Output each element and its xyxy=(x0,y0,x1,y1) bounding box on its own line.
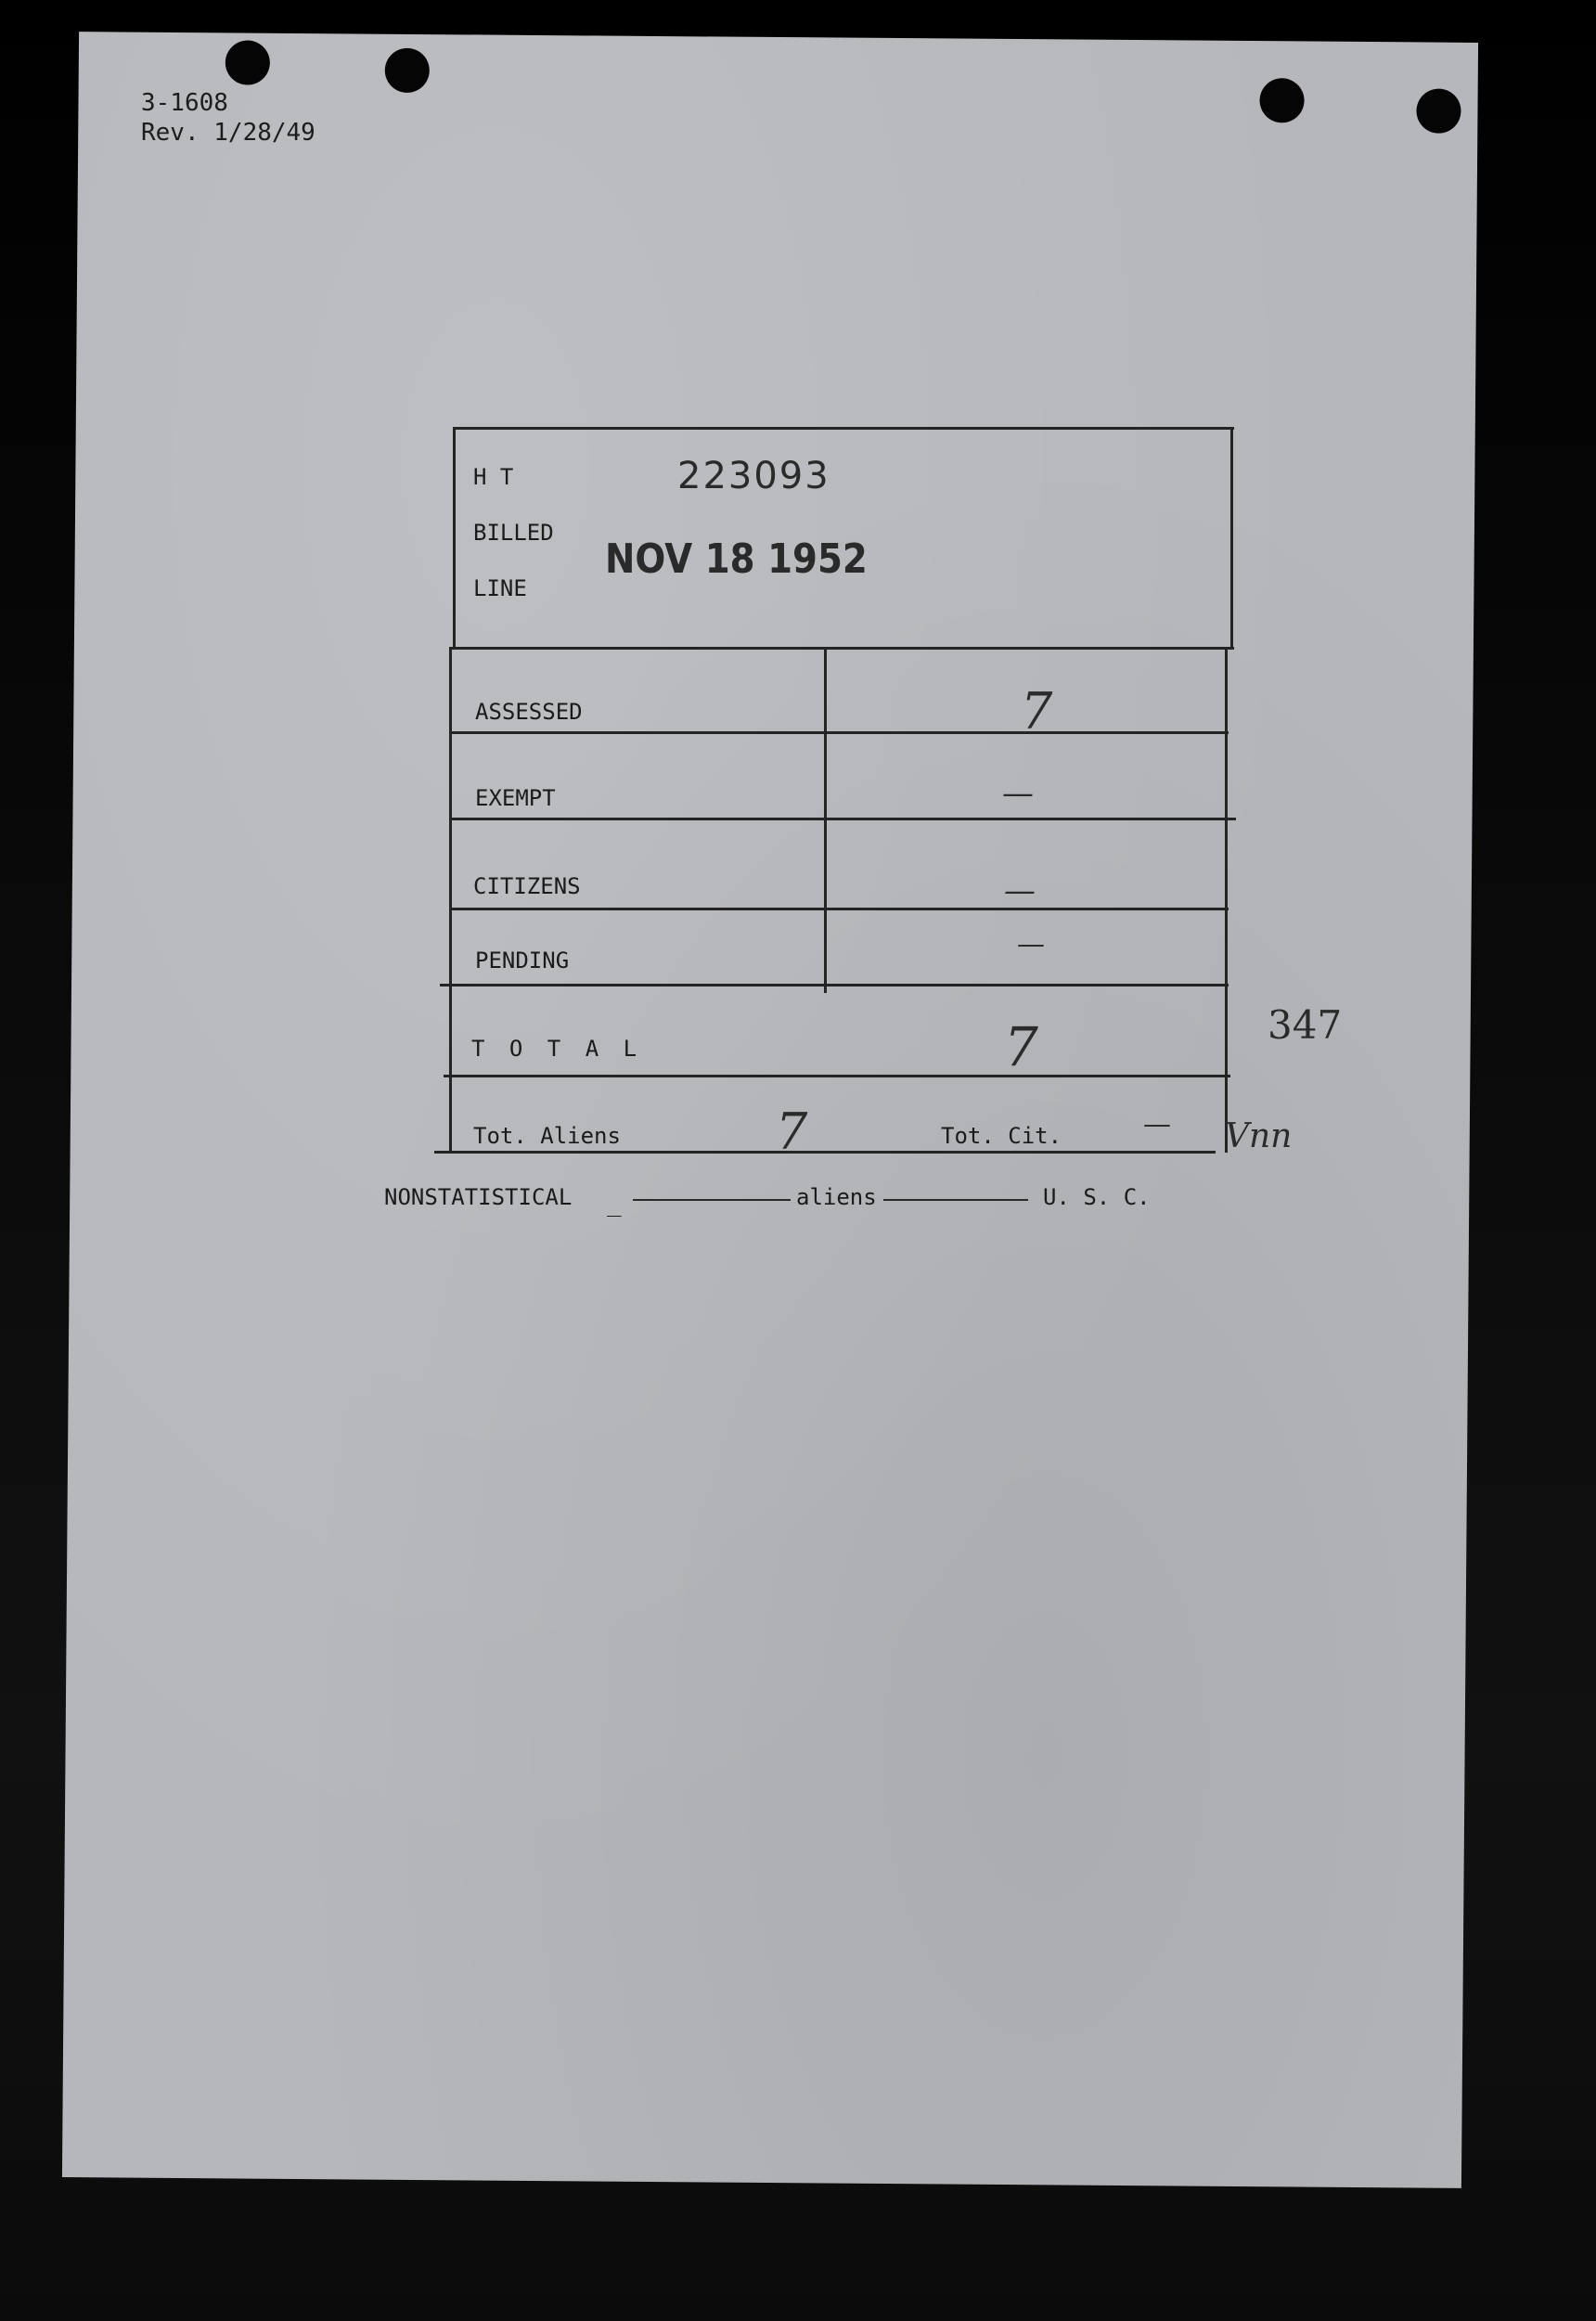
row-label-pending: PENDING xyxy=(475,948,570,974)
total-value: 7 xyxy=(1004,1015,1038,1078)
row-label-exempt: EXEMPT xyxy=(475,785,556,811)
aliens-footer-label: aliens xyxy=(796,1184,877,1210)
tot-cit-value: — xyxy=(1143,1108,1171,1141)
date-stamp: NOV 18 1952 xyxy=(605,535,868,583)
punch-hole xyxy=(225,40,270,84)
usc-blank-line xyxy=(883,1199,1028,1201)
row-value-citizens: — xyxy=(1004,872,1036,909)
form-revision: Rev. 1/28/49 xyxy=(141,119,315,147)
line-label: LINE xyxy=(473,575,527,601)
row-value-pending: — xyxy=(1017,928,1045,961)
document-page xyxy=(62,32,1478,2188)
tot-cit-label: Tot. Cit. xyxy=(941,1123,1062,1149)
tot-aliens-value: 7 xyxy=(776,1102,808,1161)
row-value-assessed: 7 xyxy=(1021,682,1053,741)
punch-hole xyxy=(1416,88,1461,133)
nonstatistical-label: NONSTATISTICAL xyxy=(384,1184,573,1210)
nonstatistical-blank: _ xyxy=(607,1190,622,1218)
aliens-blank-line xyxy=(633,1199,791,1201)
row-label-assessed: ASSESSED xyxy=(475,699,583,725)
punch-hole xyxy=(1259,78,1304,122)
billed-label: BILLED xyxy=(473,520,554,546)
row-label-citizens: CITIZENS xyxy=(473,873,581,899)
row-value-exempt: — xyxy=(1002,775,1034,812)
initials-mark: Vnn xyxy=(1225,1117,1293,1155)
ht-label: H T xyxy=(473,464,514,490)
punch-hole xyxy=(385,48,430,93)
ht-number: 223093 xyxy=(677,455,830,497)
side-number: 347 xyxy=(1268,1002,1343,1048)
total-label: T O T A L xyxy=(471,1036,643,1062)
form-number: 3-1608 xyxy=(141,89,228,117)
form-code-block xyxy=(141,88,315,148)
usc-label: U. S. C. xyxy=(1043,1184,1151,1210)
tot-aliens-label: Tot. Aliens xyxy=(473,1123,621,1149)
